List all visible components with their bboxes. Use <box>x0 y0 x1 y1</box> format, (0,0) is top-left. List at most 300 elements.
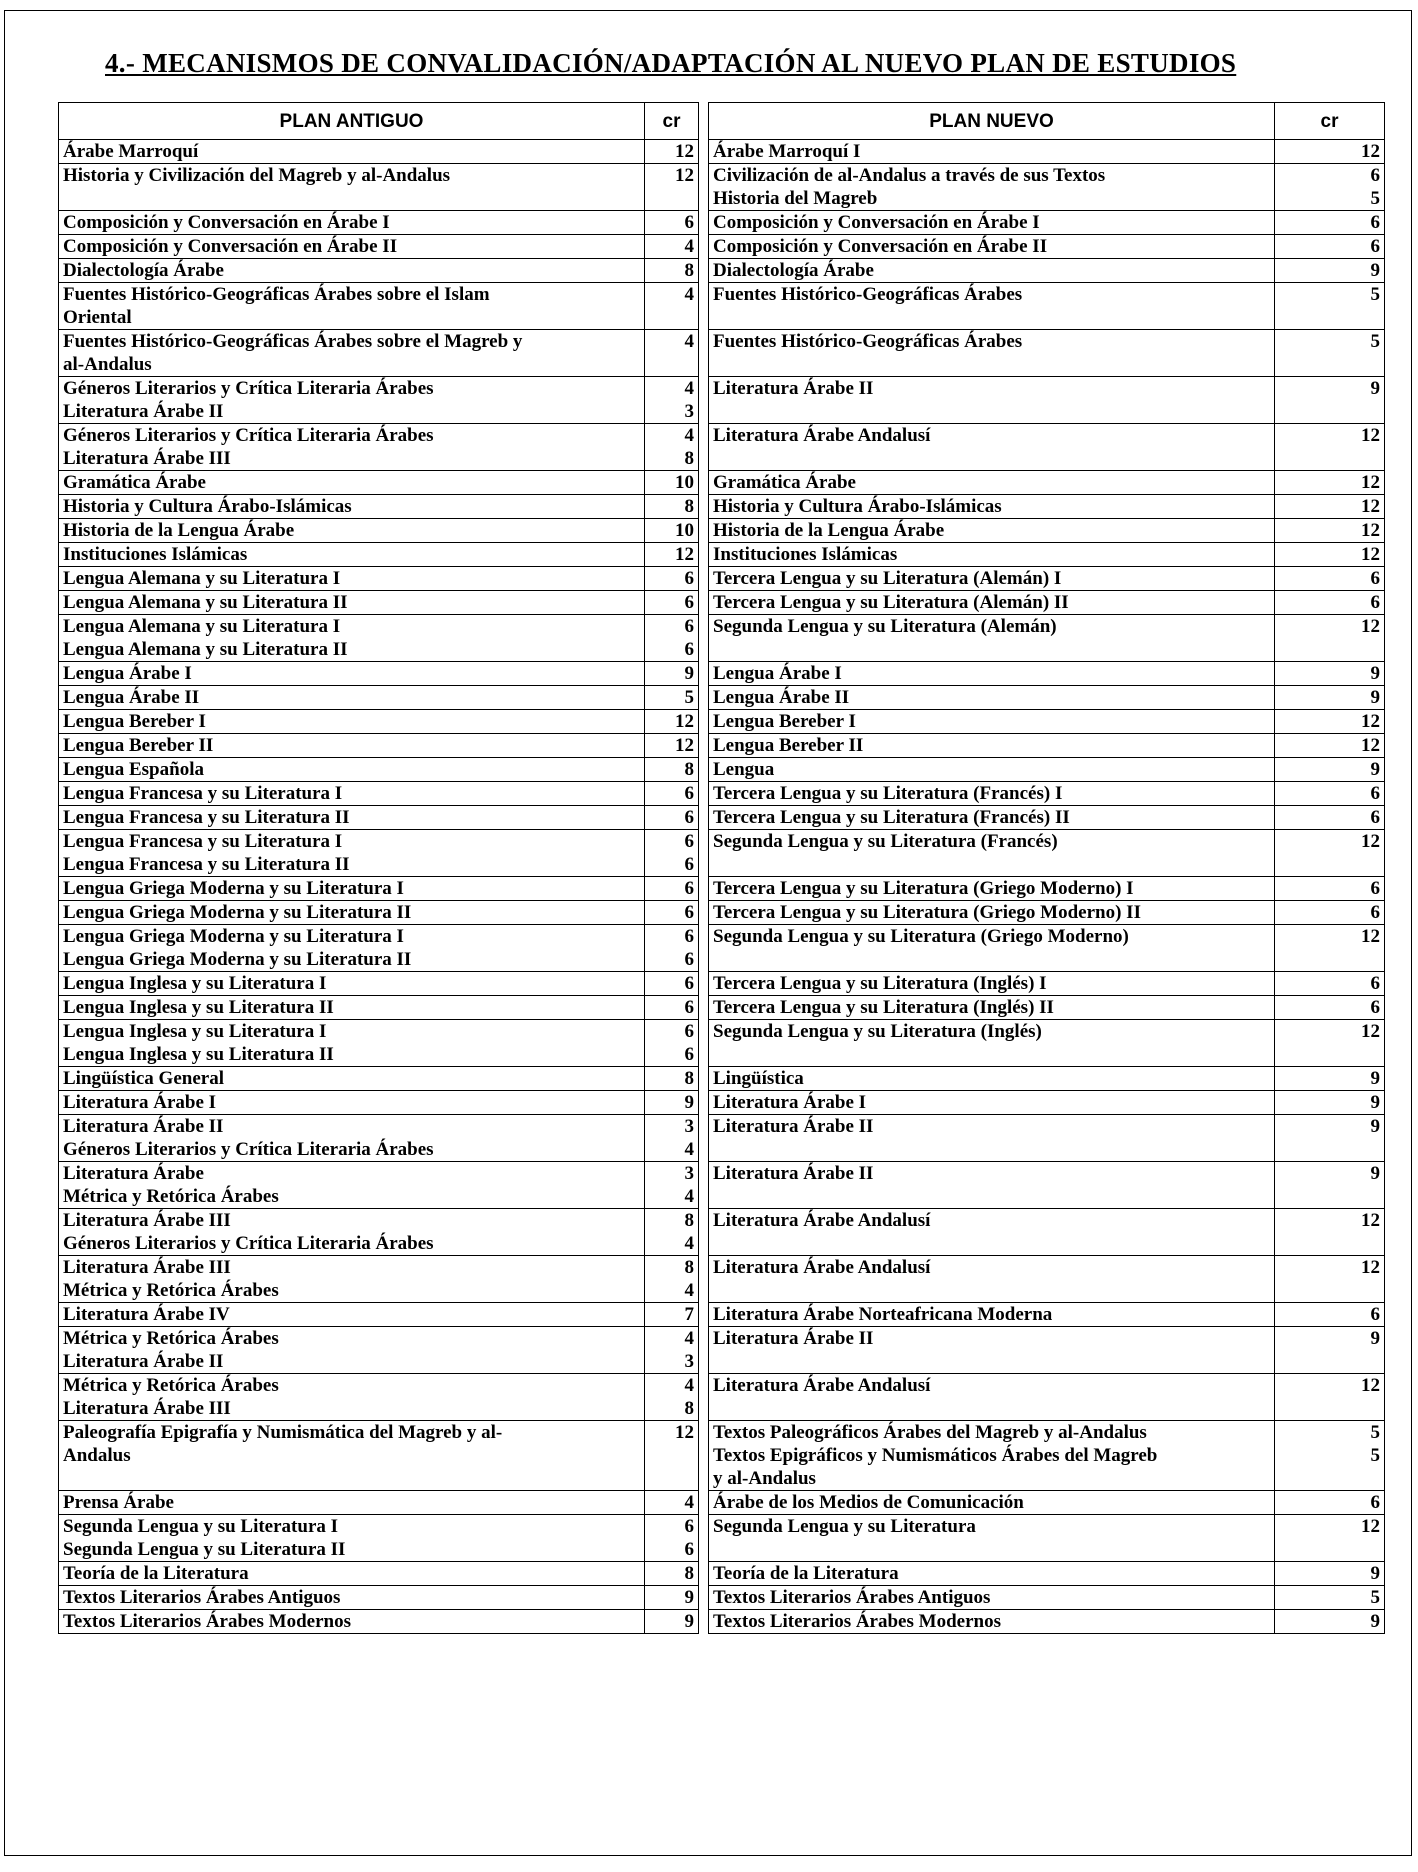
old-course-line: Lengua Inglesa y su Literatura I <box>63 1021 327 1042</box>
new-course-line: Civilización de al-Andalus a través de sus Textos <box>713 165 1106 186</box>
old-course <box>59 235 645 259</box>
new-course <box>709 1067 1275 1091</box>
column-gap <box>699 259 709 283</box>
table-row <box>59 259 1385 283</box>
header-old-plan: PLAN ANTIGUO <box>59 103 645 140</box>
column-gap <box>699 1256 709 1303</box>
old-course-line: Métrica y Retórica Árabes <box>63 1328 279 1349</box>
old-credits-line: 3 <box>684 1116 694 1137</box>
column-gap <box>699 972 709 996</box>
old-course <box>59 830 645 877</box>
new-course-line: Fuentes Histórico-Geográficas Árabes <box>713 284 1023 305</box>
new-credits-line: 6 <box>1370 807 1380 828</box>
old-course-line: Lingüística General <box>63 1068 224 1089</box>
new-credits <box>1275 259 1385 283</box>
old-credits-line: 9 <box>684 1587 694 1608</box>
new-course-line: Composición y Conversación en Árabe II <box>713 236 1048 257</box>
table-row <box>59 543 1385 567</box>
column-gap <box>699 1091 709 1115</box>
old-credits-line: 6 <box>684 807 694 828</box>
table-row <box>59 235 1385 259</box>
table-row <box>59 662 1385 686</box>
old-course <box>59 806 645 830</box>
new-course-line: Instituciones Islámicas <box>713 544 898 565</box>
old-credits <box>645 471 699 495</box>
old-course <box>59 1162 645 1209</box>
old-credits-line: 4 <box>684 284 694 305</box>
old-course <box>59 877 645 901</box>
new-course <box>709 591 1275 615</box>
old-course <box>59 1491 645 1515</box>
old-credits-line: 8 <box>684 1068 694 1089</box>
old-credits-line: 4 <box>684 1280 694 1301</box>
old-credits <box>645 686 699 710</box>
old-credits <box>645 330 699 377</box>
old-credits-line: 6 <box>684 831 694 852</box>
new-credits-line: 12 <box>1361 831 1380 852</box>
old-course <box>59 543 645 567</box>
old-credits <box>645 1115 699 1162</box>
old-credits-line: 6 <box>684 592 694 613</box>
new-course <box>709 1586 1275 1610</box>
old-course <box>59 686 645 710</box>
old-credits-line: 4 <box>684 331 694 352</box>
old-credits <box>645 1067 699 1091</box>
old-course <box>59 519 645 543</box>
old-course <box>59 424 645 471</box>
table-row <box>59 1209 1385 1256</box>
new-course-line: Literatura Árabe Andalusí <box>713 1210 931 1231</box>
old-course-line: Lengua Alemana y su Literatura II <box>63 639 348 660</box>
new-course-line: Textos Epigráficos y Numismáticos Árabes del Magreb <box>713 1445 1158 1466</box>
old-course <box>59 1067 645 1091</box>
old-course-line: Árabe Marroquí <box>63 141 199 162</box>
new-course-line: Literatura Árabe II <box>713 1116 874 1137</box>
new-credits <box>1275 1162 1385 1209</box>
old-course-line: Lengua Alemana y su Literatura I <box>63 568 341 589</box>
old-credits-line: 8 <box>684 448 694 469</box>
column-gap <box>699 103 709 140</box>
column-gap <box>699 377 709 424</box>
old-credits <box>645 1256 699 1303</box>
old-credits-line: 3 <box>684 1351 694 1372</box>
new-course-line: Textos Paleográficos Árabes del Magreb y al-Andalus <box>713 1422 1147 1443</box>
old-course-line: Literatura Árabe III <box>63 1210 231 1231</box>
new-course <box>709 519 1275 543</box>
new-course <box>709 377 1275 424</box>
old-credits-line: 6 <box>684 926 694 947</box>
new-course-line: Historia del Magreb <box>713 188 878 209</box>
table-row <box>59 1327 1385 1374</box>
new-credits-line: 9 <box>1370 1116 1380 1137</box>
new-credits-line: 12 <box>1361 735 1380 756</box>
old-course-line: Lengua Inglesa y su Literatura II <box>63 1044 334 1065</box>
old-credits <box>645 662 699 686</box>
old-course <box>59 1091 645 1115</box>
column-gap <box>699 806 709 830</box>
new-credits <box>1275 1610 1385 1634</box>
new-credits-line: 6 <box>1370 902 1380 923</box>
old-course-line: Lengua Griega Moderna y su Literatura I <box>63 926 404 947</box>
new-credits-line: 12 <box>1361 926 1380 947</box>
new-credits <box>1275 140 1385 164</box>
new-course <box>709 686 1275 710</box>
new-credits-line: 9 <box>1370 1163 1380 1184</box>
column-gap <box>699 686 709 710</box>
new-credits <box>1275 1209 1385 1256</box>
new-course <box>709 1421 1275 1491</box>
column-gap <box>699 830 709 877</box>
table-row <box>59 283 1385 330</box>
new-course-line: Segunda Lengua y su Literatura (Alemán) <box>713 616 1057 637</box>
old-course-line: Segunda Lengua y su Literatura I <box>63 1516 339 1537</box>
old-course-line: Lengua Árabe II <box>63 687 200 708</box>
old-course-line: Historia y Cultura Árabo-Islámicas <box>63 496 352 517</box>
old-credits <box>645 877 699 901</box>
old-credits <box>645 996 699 1020</box>
table-row <box>59 1162 1385 1209</box>
new-credits <box>1275 758 1385 782</box>
table-row <box>59 972 1385 996</box>
new-credits-line: 9 <box>1370 1328 1380 1349</box>
old-course <box>59 567 645 591</box>
new-credits-line: 12 <box>1361 141 1380 162</box>
old-credits <box>645 164 699 211</box>
old-course-line: Lengua Francesa y su Literatura II <box>63 807 350 828</box>
new-course-line: Literatura Árabe Andalusí <box>713 1257 931 1278</box>
new-course-line: Tercera Lengua y su Literatura (Inglés) II <box>713 997 1054 1018</box>
old-course <box>59 1115 645 1162</box>
table-row <box>59 377 1385 424</box>
old-course-line: Literatura Árabe <box>63 1163 204 1184</box>
old-course <box>59 1209 645 1256</box>
old-credits <box>645 259 699 283</box>
old-course-line: Lengua Griega Moderna y su Literatura II <box>63 902 412 923</box>
column-gap <box>699 1162 709 1209</box>
table-row <box>59 1515 1385 1562</box>
new-credits-line: 6 <box>1370 878 1380 899</box>
new-course <box>709 1327 1275 1374</box>
new-credits <box>1275 1256 1385 1303</box>
new-course-line: Literatura Árabe II <box>713 378 874 399</box>
old-course-line: Textos Literarios Árabes Antiguos <box>63 1587 341 1608</box>
old-credits <box>645 283 699 330</box>
old-course <box>59 495 645 519</box>
column-gap <box>699 758 709 782</box>
new-course <box>709 1256 1275 1303</box>
old-credits <box>645 1162 699 1209</box>
table-row <box>59 1256 1385 1303</box>
new-credits-line: 6 <box>1370 568 1380 589</box>
new-credits <box>1275 972 1385 996</box>
table-row <box>59 782 1385 806</box>
old-course-line: Lengua Francesa y su Literatura I <box>63 831 343 852</box>
old-credits-line: 7 <box>684 1304 694 1325</box>
old-credits <box>645 1610 699 1634</box>
old-credits-line: 6 <box>684 949 694 970</box>
new-credits <box>1275 235 1385 259</box>
table-row <box>59 1067 1385 1091</box>
new-course-line: Lengua Árabe II <box>713 687 850 708</box>
old-course-line: Fuentes Histórico-Geográficas Árabes sobre el Magreb y <box>63 331 523 352</box>
old-course-line: Dialectología Árabe <box>63 260 224 281</box>
new-credits-line: 12 <box>1361 1516 1380 1537</box>
old-course-line: al-Andalus <box>63 354 152 375</box>
column-gap <box>699 211 709 235</box>
new-credits-line: 12 <box>1361 1021 1380 1042</box>
column-gap <box>699 877 709 901</box>
table-body <box>59 140 1385 1634</box>
old-course <box>59 283 645 330</box>
old-course-line: Lengua Francesa y su Literatura II <box>63 854 350 875</box>
old-credits-line: 4 <box>684 236 694 257</box>
new-course <box>709 211 1275 235</box>
new-credits-line: 6 <box>1370 165 1380 186</box>
column-gap <box>699 1421 709 1491</box>
new-credits-line: 5 <box>1370 1445 1380 1466</box>
new-credits <box>1275 901 1385 925</box>
new-credits-line: 12 <box>1361 544 1380 565</box>
column-gap <box>699 901 709 925</box>
new-credits-line: 6 <box>1370 973 1380 994</box>
old-course-line: Segunda Lengua y su Literatura II <box>63 1539 346 1560</box>
old-course <box>59 972 645 996</box>
table-row <box>59 1421 1385 1491</box>
old-course <box>59 758 645 782</box>
new-course-line: Textos Literarios Árabes Antiguos <box>713 1587 991 1608</box>
old-course-line: Géneros Literarios y Crítica Literaria Árabes <box>63 1139 434 1160</box>
old-credits <box>645 235 699 259</box>
column-gap <box>699 1327 709 1374</box>
column-gap <box>699 567 709 591</box>
column-gap <box>699 164 709 211</box>
new-credits-line: 9 <box>1370 260 1380 281</box>
old-course-line: Gramática Árabe <box>63 472 206 493</box>
old-course-line: Historia de la Lengua Árabe <box>63 520 295 541</box>
column-gap <box>699 495 709 519</box>
old-course-line: Métrica y Retórica Árabes <box>63 1280 279 1301</box>
table-row <box>59 996 1385 1020</box>
old-course-line: Prensa Árabe <box>63 1492 174 1513</box>
old-course-line: Literatura Árabe I <box>63 1092 217 1113</box>
new-credits-line: 12 <box>1361 472 1380 493</box>
table-row <box>59 519 1385 543</box>
new-course-line: Lengua <box>713 759 775 780</box>
new-course <box>709 734 1275 758</box>
table-row <box>59 901 1385 925</box>
column-gap <box>699 1115 709 1162</box>
table-row <box>59 615 1385 662</box>
table-row <box>59 140 1385 164</box>
old-credits-line: 9 <box>684 1611 694 1632</box>
old-credits-line: 8 <box>684 1257 694 1278</box>
old-credits-line: 6 <box>684 973 694 994</box>
new-credits <box>1275 806 1385 830</box>
new-course <box>709 782 1275 806</box>
old-course-line: Géneros Literarios y Crítica Literaria Árabes <box>63 1233 434 1254</box>
old-credits-line: 8 <box>684 260 694 281</box>
column-gap <box>699 662 709 686</box>
table-row <box>59 877 1385 901</box>
old-credits-line: 6 <box>684 212 694 233</box>
new-credits <box>1275 662 1385 686</box>
table-row <box>59 1020 1385 1067</box>
new-course <box>709 1091 1275 1115</box>
table-row <box>59 211 1385 235</box>
old-course-line: Lengua Inglesa y su Literatura II <box>63 997 334 1018</box>
new-course-line: Lingüística <box>713 1068 804 1089</box>
old-course-line: Literatura Árabe III <box>63 1257 231 1278</box>
table-row <box>59 591 1385 615</box>
old-credits <box>645 710 699 734</box>
column-gap <box>699 1067 709 1091</box>
old-credits-line: 9 <box>684 663 694 684</box>
column-gap <box>699 1303 709 1327</box>
old-credits <box>645 734 699 758</box>
new-credits-line: 6 <box>1370 592 1380 613</box>
old-credits <box>645 830 699 877</box>
old-credits-line: 6 <box>684 639 694 660</box>
old-credits-line: 6 <box>684 878 694 899</box>
old-credits-line: 9 <box>684 1092 694 1113</box>
new-credits <box>1275 1303 1385 1327</box>
new-credits <box>1275 211 1385 235</box>
column-gap <box>699 591 709 615</box>
old-credits-line: 12 <box>675 711 694 732</box>
new-course-line: Segunda Lengua y su Literatura <box>713 1516 976 1537</box>
new-credits-line: 12 <box>1361 711 1380 732</box>
column-gap <box>699 543 709 567</box>
new-course <box>709 1162 1275 1209</box>
new-course-line: Árabe de los Medios de Comunicación <box>713 1492 1024 1513</box>
new-course <box>709 471 1275 495</box>
new-course-line: Literatura Árabe I <box>713 1092 867 1113</box>
column-gap <box>699 1491 709 1515</box>
new-course <box>709 1209 1275 1256</box>
column-gap <box>699 1586 709 1610</box>
new-course-line: Historia y Cultura Árabo-Islámicas <box>713 496 1002 517</box>
old-course-line: Lengua Bereber II <box>63 735 214 756</box>
new-credits <box>1275 877 1385 901</box>
new-course <box>709 615 1275 662</box>
old-credits-line: 12 <box>675 544 694 565</box>
old-credits <box>645 972 699 996</box>
old-credits-line: 3 <box>684 401 694 422</box>
new-course <box>709 1020 1275 1067</box>
new-credits <box>1275 1562 1385 1586</box>
new-course <box>709 877 1275 901</box>
old-credits <box>645 495 699 519</box>
document-title: 4.- MECANISMOS DE CONVALIDACIÓN/ADAPTACIÓN AL NUEVO PLAN DE ESTUDIOS <box>105 48 1237 78</box>
old-credits-line: 8 <box>684 1563 694 1584</box>
table-row <box>59 424 1385 471</box>
old-credits-line: 4 <box>684 1233 694 1254</box>
new-credits-line: 5 <box>1370 331 1380 352</box>
new-credits-line: 5 <box>1370 1587 1380 1608</box>
old-credits <box>645 1091 699 1115</box>
convalidation-table <box>58 102 1385 1634</box>
new-credits-line: 9 <box>1370 1068 1380 1089</box>
column-gap <box>699 996 709 1020</box>
new-credits <box>1275 734 1385 758</box>
old-credits-line: 6 <box>684 1539 694 1560</box>
old-credits <box>645 615 699 662</box>
new-course <box>709 567 1275 591</box>
new-course <box>709 1610 1275 1634</box>
old-course-line: Fuentes Histórico-Geográficas Árabes sobre el Islam <box>63 284 490 305</box>
table-row <box>59 1610 1385 1634</box>
header-row <box>59 103 1385 140</box>
column-gap <box>699 235 709 259</box>
old-credits-line: 6 <box>684 568 694 589</box>
new-credits-line: 6 <box>1370 997 1380 1018</box>
column-gap <box>699 1515 709 1562</box>
old-credits <box>645 1303 699 1327</box>
new-course-line: Textos Literarios Árabes Modernos <box>713 1611 1001 1632</box>
new-credits <box>1275 495 1385 519</box>
new-course-line: Literatura Árabe Andalusí <box>713 425 931 446</box>
old-course <box>59 1327 645 1374</box>
old-course-line: Andalus <box>63 1445 131 1466</box>
new-credits-line: 9 <box>1370 378 1380 399</box>
new-course <box>709 424 1275 471</box>
old-course <box>59 1562 645 1586</box>
table-row <box>59 710 1385 734</box>
new-credits <box>1275 283 1385 330</box>
old-credits <box>645 1421 699 1491</box>
new-credits <box>1275 830 1385 877</box>
header-old-credits: cr <box>645 103 699 140</box>
old-course-line: Géneros Literarios y Crítica Literaria Árabes <box>63 378 434 399</box>
table-row <box>59 471 1385 495</box>
old-credits <box>645 591 699 615</box>
new-credits-line: 6 <box>1370 236 1380 257</box>
new-course <box>709 1115 1275 1162</box>
new-course <box>709 495 1275 519</box>
old-course <box>59 259 645 283</box>
old-course-line: Teoría de la Literatura <box>63 1563 249 1584</box>
new-course <box>709 235 1275 259</box>
new-credits-line: 9 <box>1370 759 1380 780</box>
new-credits <box>1275 615 1385 662</box>
new-course-line: Gramática Árabe <box>713 472 856 493</box>
new-credits-line: 12 <box>1361 1375 1380 1396</box>
new-credits-line: 6 <box>1370 1492 1380 1513</box>
column-gap <box>699 330 709 377</box>
column-gap <box>699 140 709 164</box>
new-course-line: Árabe Marroquí I <box>713 141 861 162</box>
old-course-line: Lengua Alemana y su Literatura II <box>63 592 348 613</box>
new-credits <box>1275 164 1385 211</box>
new-course <box>709 806 1275 830</box>
old-credits <box>645 1327 699 1374</box>
new-course <box>709 330 1275 377</box>
table-row <box>59 758 1385 782</box>
new-course-line: Teoría de la Literatura <box>713 1563 899 1584</box>
old-course <box>59 471 645 495</box>
table-row <box>59 1303 1385 1327</box>
old-course <box>59 1421 645 1491</box>
old-course-line: Lengua Griega Moderna y su Literatura I <box>63 878 404 899</box>
old-credits-line: 6 <box>684 854 694 875</box>
new-credits <box>1275 424 1385 471</box>
old-credits-line: 4 <box>684 1375 694 1396</box>
old-credits-line: 3 <box>684 1163 694 1184</box>
old-course <box>59 164 645 211</box>
new-credits <box>1275 519 1385 543</box>
old-course <box>59 1586 645 1610</box>
old-credits <box>645 1020 699 1067</box>
